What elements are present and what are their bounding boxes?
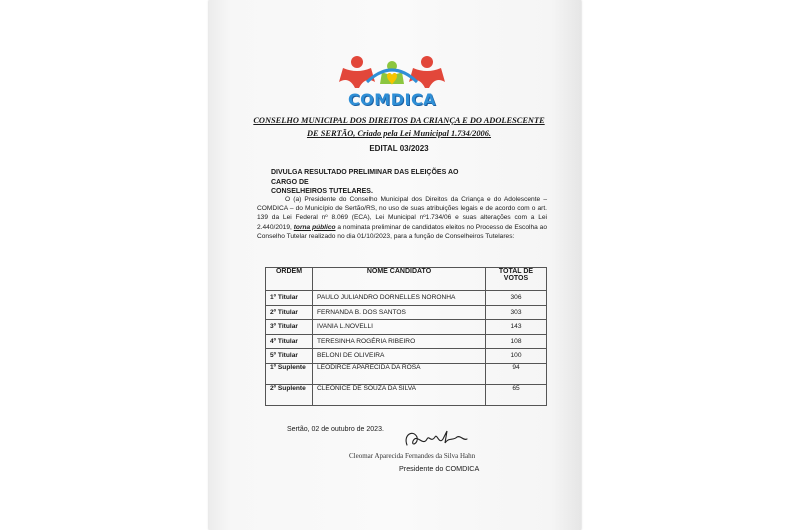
- cell-nome: FERNANDA B. DOS SANTOS: [313, 305, 486, 320]
- logo-text: COMDICA: [347, 90, 437, 109]
- document-date: Sertão, 02 de outubro de 2023.: [287, 426, 384, 433]
- header-nome: NOME CANDIDATO: [313, 268, 486, 291]
- table-row: [266, 349, 547, 364]
- cell-nome: IVANIA L.NOVELLI: [313, 320, 486, 335]
- cell-ordem: 2º Suplente: [266, 384, 313, 405]
- cell-ordem: 2º Titular: [266, 305, 313, 320]
- signer-name: Cleomar Aparecida Fernandes da Silva Hahn: [349, 452, 476, 460]
- cell-ordem: 3º Titular: [266, 320, 313, 335]
- cell-ordem: 4º Titular: [266, 334, 313, 349]
- handwritten-signature: [401, 427, 471, 453]
- cell-votos: 100: [486, 349, 547, 364]
- table-row: [266, 305, 547, 320]
- cell-nome: PAULO JULIANDRO DORNELLES NORONHA: [313, 291, 486, 306]
- announcement-line2: CONSELHEIROS TUTELARES.: [271, 188, 373, 195]
- body-part1: O (a) Presidente do Conselho Municipal dos Direitos da Criança e do Adolescente – COMDICA – do Município de Sertão/RS, no uso de suas atribuições legais e de acordo com o art. 139 da Lei Federal nº 8.069 (ECA), Lei Municipal nº1.734/06 e suas alterações com a Lei 2.440/2019,: [257, 196, 547, 231]
- cell-votos: 306: [486, 291, 547, 306]
- cell-votos: 65: [486, 384, 547, 405]
- council-title-line2: DE SERTÃO, Criado pela Lei Municipal 1.734/2006.: [306, 129, 492, 138]
- header-votos: TOTAL DE VOTOS: [486, 268, 547, 291]
- table-row: [266, 384, 547, 405]
- cell-votos: 303: [486, 305, 547, 320]
- cell-nome: TERESINHA ROGÉRIA RIBEIRO: [313, 334, 486, 349]
- cell-nome: BELONI DE OLIVEIRA: [313, 349, 486, 364]
- announcement-line1: DIVULGA RESULTADO PRELIMINAR DAS ELEIÇÕES AO CARGO DE: [271, 169, 459, 186]
- body-emphasis: torna público: [293, 223, 336, 231]
- body-part2: a nominata preliminar de candidatos eleitos no Processo de Escolha ao Conselho Tutelar realizado no dia 01/10/2023, para a função de Conselheiros Tutelares:: [257, 223, 547, 240]
- table-row: [266, 291, 547, 306]
- cell-votos: 108: [486, 334, 547, 349]
- table-row: [266, 334, 547, 349]
- table-row: [266, 320, 547, 335]
- cell-ordem: 1º Titular: [266, 291, 313, 306]
- comdica-logo: [337, 52, 447, 110]
- cell-votos: 143: [486, 320, 547, 335]
- edital-number: EDITAL 03/2023: [369, 144, 429, 153]
- document-page: [209, 0, 581, 530]
- announcement-title: [271, 168, 481, 197]
- table-header-row: [266, 268, 547, 291]
- cell-nome: LEODIRCE APARECIDA DA ROSA: [313, 363, 486, 384]
- table-row: [266, 363, 547, 384]
- signer-role: Presidente do COMDICA: [399, 464, 480, 473]
- cell-nome: CLEONICE DE SOUZA DA SILVA: [313, 384, 486, 405]
- cell-ordem: 1º Suplente: [266, 363, 313, 384]
- results-table: [265, 267, 547, 406]
- header-ordem: ORDEM: [266, 268, 313, 291]
- cell-ordem: 5º Titular: [266, 349, 313, 364]
- cell-votos: 94: [486, 363, 547, 384]
- council-title-line1: CONSELHO MUNICIPAL DOS DIREITOS DA CRIANÇA E DO ADOLESCENTE: [253, 116, 545, 125]
- body-paragraph: [257, 195, 547, 241]
